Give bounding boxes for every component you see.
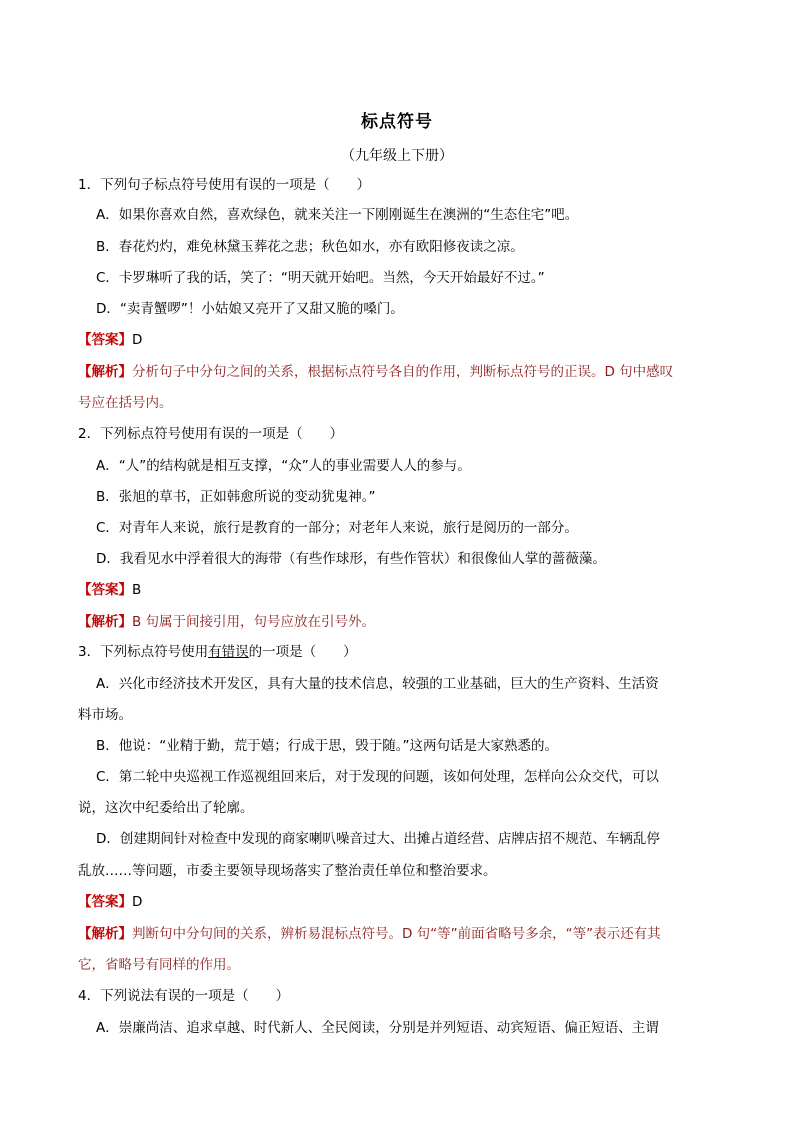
question-3-option-c: C．第二轮中央巡视工作巡视组回来后，对于发现的问题，该如何处理，怎样向公众交代，可以 (96, 769, 659, 785)
answer-value: D (132, 332, 143, 348)
analysis-tag: 【解析】 (78, 926, 132, 942)
question-3-answer (78, 892, 142, 912)
page-title: 标点符号 (361, 112, 433, 132)
question-1-option-a: A．如果你喜欢自然，喜欢绿色，就来关注一下刚刚诞生在澳洲的“生态住宅”吧。 (96, 207, 579, 223)
question-2-answer (78, 580, 141, 600)
question-1-analysis-cont: 号应在括号内。 (78, 395, 173, 411)
stem-prefix: 3．下列标点符号使用 (78, 644, 209, 660)
question-1-answer (78, 330, 142, 350)
question-3-option-a: A．兴化市经济技术开发区，具有大量的技术信息，较强的工业基础，巨大的生产资料、生活资 (96, 676, 659, 692)
page-subtitle: （九年级上下册） (341, 148, 453, 164)
question-2-option-d: D．我看见水中浮着很大的海带（有些作球形，有些作管状）和很像仙人掌的蔷薇藻。 (96, 551, 606, 567)
question-3-option-b: B．他说：“业精于勤，荒于嬉；行成于思，毁于随。”这两句话是大家熟悉的。 (96, 738, 558, 754)
question-3-option-a-cont: 料市场。 (78, 707, 132, 723)
question-3-analysis-cont: 它，省略号有同样的作用。 (78, 957, 240, 973)
question-3-analysis (78, 924, 661, 944)
analysis-tag: 【解析】 (78, 364, 132, 380)
question-1-analysis (78, 362, 673, 382)
question-3-option-d-cont: 乱放……等问题，市委主要领导现场落实了整治责任单位和整治要求。 (78, 863, 497, 879)
question-2-stem: 2．下列标点符号使用有误的一项是（ ） (78, 426, 344, 442)
question-3-option-c-cont: 说，这次中纪委给出了轮廓。 (78, 800, 254, 816)
analysis-text: 判断句中分句间的关系，辨析易混标点符号。D 句“等”前面省略号多余，“等”表示还有其 (132, 926, 661, 942)
answer-value: D (132, 894, 143, 910)
question-1-option-b: B．春花灼灼，难免林黛玉葬花之悲；秋色如水，亦有欧阳修夜读之凉。 (96, 239, 524, 255)
stem-emphasis: 有错误 (208, 644, 249, 660)
analysis-text: 分析句子中分句之间的关系，根据标点符号各自的作用，判断标点符号的正误。D 句中感叹 (132, 364, 674, 380)
question-4-option-a: A．崇廉尚洁、追求卓越、时代新人、全民阅读，分别是并列短语、动宾短语、偏正短语、主谓 (96, 1020, 659, 1036)
analysis-tag: 【解析】 (78, 614, 132, 630)
question-3-stem (78, 642, 357, 662)
question-3-option-d: D．创建期间针对检查中发现的商家喇叭噪音过大、出摊占道经营、店牌店招不规范、车辆乱停 (96, 831, 660, 847)
question-2-option-b: B．张旭的草书，正如韩愈所说的变动犹鬼神。” (96, 489, 376, 505)
analysis-text: B 句属于间接引用，句号应放在引号外。 (132, 614, 376, 630)
question-1-option-d: D．“卖青蟹啰”！小姑娘又亮开了又甜又脆的嗓门。 (96, 301, 404, 317)
question-2-option-a: A．“人”的结构就是相互支撑，“众”人的事业需要人人的参与。 (96, 458, 471, 474)
answer-tag: 【答案】 (78, 582, 132, 598)
question-2-option-c: C．对青年人来说，旅行是教育的一部分；对老年人来说，旅行是阅历的一部分。 (96, 520, 578, 536)
question-1-option-c: C．卡罗琳听了我的话，笑了：“明天就开始吧。当然，今天开始最好不过。” (96, 270, 545, 286)
answer-tag: 【答案】 (78, 332, 132, 348)
question-4-stem: 4．下列说法有误的一项是（ ） (78, 988, 290, 1004)
stem-suffix: 的一项是（ ） (248, 644, 357, 660)
question-2-analysis (78, 612, 375, 632)
answer-value: B (132, 582, 142, 598)
answer-tag: 【答案】 (78, 894, 132, 910)
question-1-stem: 1．下列句子标点符号使用有误的一项是（ ） (78, 177, 371, 193)
